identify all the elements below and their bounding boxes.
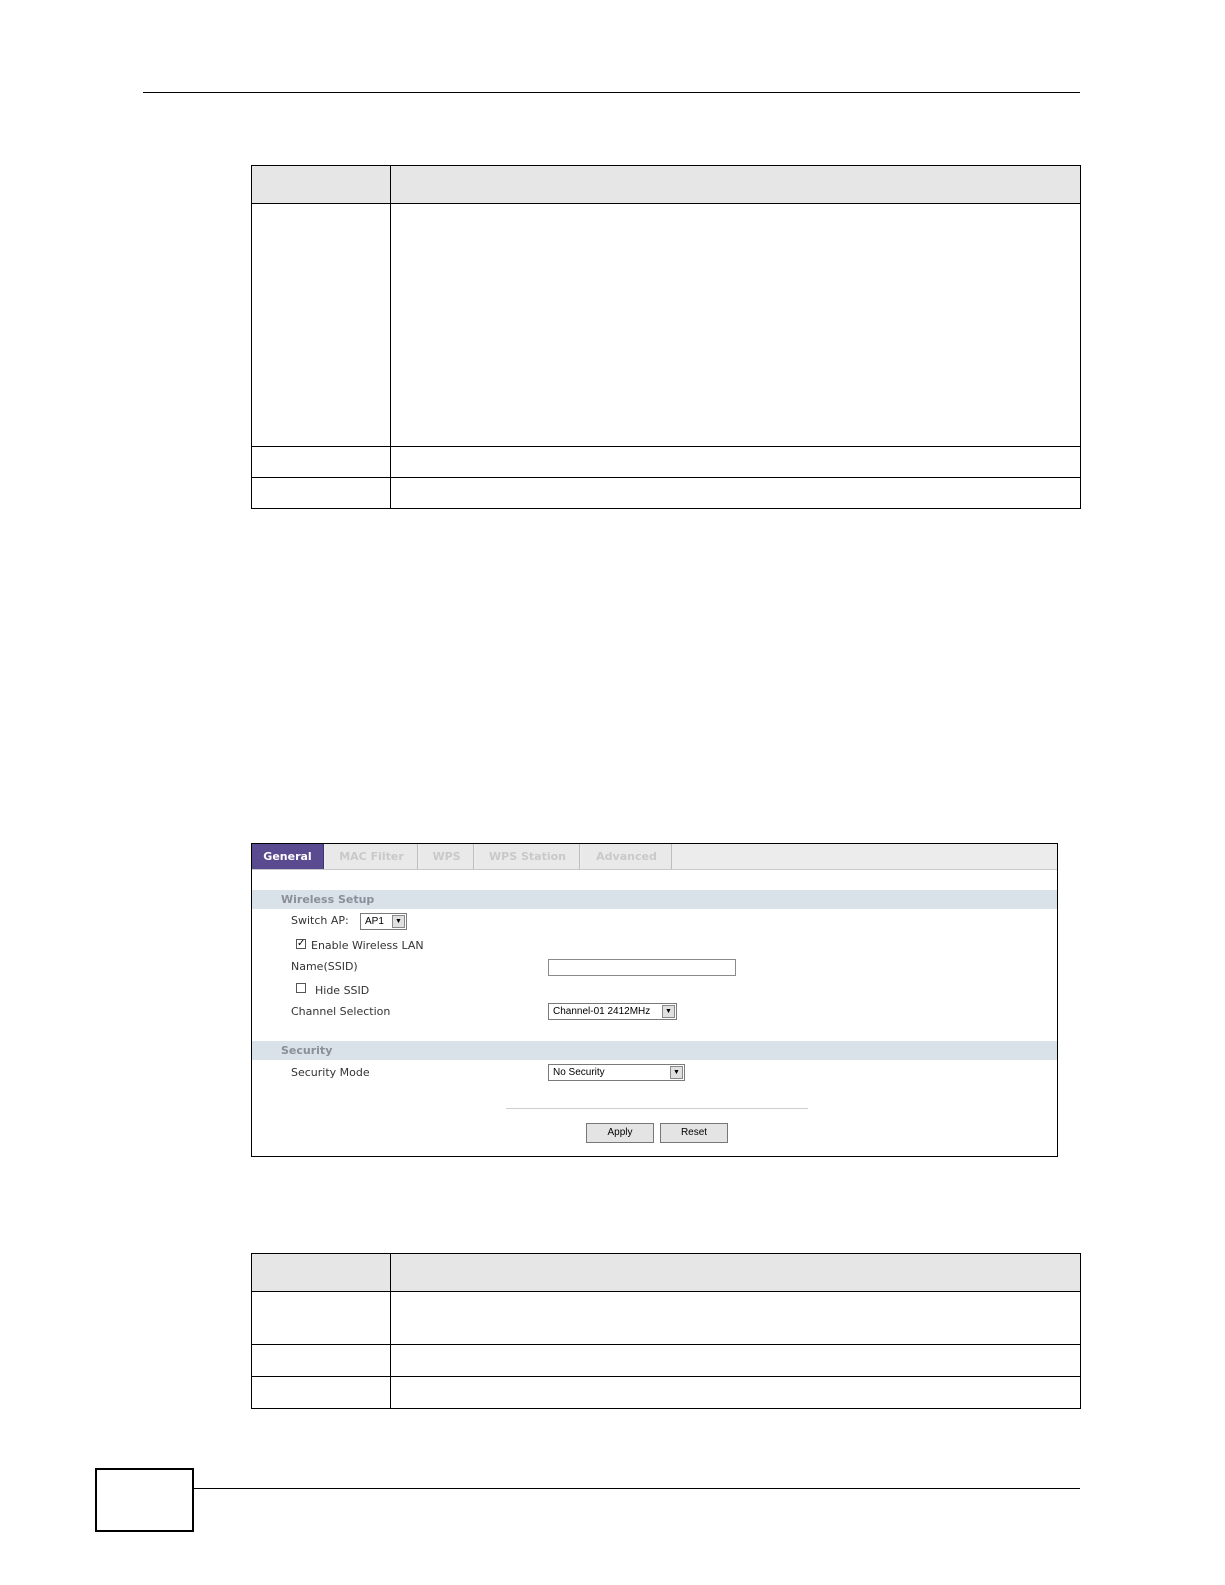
- channel-selection-value: Channel-01 2412MHz: [553, 1006, 651, 1017]
- wireless-setup-section-bar: [252, 890, 1057, 909]
- tab-bar: [252, 844, 1057, 870]
- page-number-box: [95, 1468, 194, 1532]
- footer-rule: [194, 1488, 1080, 1489]
- table-cell: [391, 1345, 1081, 1377]
- header-cell-description: [391, 166, 1081, 204]
- table-cell: [252, 1377, 391, 1409]
- channel-selection-select[interactable]: [548, 1003, 677, 1020]
- tab-general[interactable]: General: [252, 844, 324, 869]
- reset-button[interactable]: Reset: [660, 1123, 728, 1143]
- switch-ap-value: AP1: [365, 916, 384, 927]
- security-section-bar: [252, 1041, 1057, 1060]
- chevron-down-icon: ▼: [392, 915, 405, 928]
- tab-advanced[interactable]: Advanced: [582, 844, 672, 869]
- security-title: Security: [281, 1044, 333, 1057]
- header-cell-description: [391, 1254, 1081, 1292]
- table-row: [252, 447, 1081, 478]
- table-cell: [252, 478, 391, 509]
- enable-wireless-lan-checkbox[interactable]: ✓: [297, 938, 306, 949]
- table-cell: [252, 204, 391, 447]
- tab-mac-filter[interactable]: MAC Filter: [326, 844, 418, 869]
- security-mode-value: No Security: [553, 1067, 605, 1078]
- table-row: [252, 1292, 1081, 1345]
- table-cell: [252, 1345, 391, 1377]
- security-mode-label: Security Mode: [291, 1066, 370, 1079]
- header-rule: [143, 92, 1080, 93]
- table-cell: [391, 478, 1081, 509]
- table-cell: [252, 447, 391, 478]
- lower-table: [251, 1253, 1081, 1409]
- ssid-label: Name(SSID): [291, 960, 358, 973]
- header-cell-label: [252, 166, 391, 204]
- table-row: [252, 478, 1081, 509]
- buttons-divider: [506, 1108, 808, 1109]
- table-header-row: [252, 1254, 1081, 1292]
- table-cell: [391, 1292, 1081, 1345]
- wireless-general-screen: [251, 843, 1058, 1157]
- table-cell: [252, 1292, 391, 1345]
- wireless-setup-title: Wireless Setup: [281, 893, 375, 906]
- upper-table: [251, 165, 1081, 509]
- table-cell: [391, 447, 1081, 478]
- tab-wps-station[interactable]: WPS Station: [476, 844, 580, 869]
- table-cell: [391, 1377, 1081, 1409]
- chevron-down-icon: ▼: [662, 1005, 675, 1018]
- table-row: [252, 1377, 1081, 1409]
- header-cell-label: [252, 1254, 391, 1292]
- channel-selection-label: Channel Selection: [291, 1005, 391, 1018]
- chevron-down-icon: ▼: [670, 1066, 683, 1079]
- table-row: [252, 204, 1081, 447]
- hide-ssid-label: Hide SSID: [315, 984, 370, 997]
- hide-ssid-checkbox[interactable]: [296, 983, 306, 993]
- apply-button[interactable]: Apply: [586, 1123, 654, 1143]
- enable-wireless-lan-label: Enable Wireless LAN: [311, 939, 424, 952]
- table-header-row: [252, 166, 1081, 204]
- switch-ap-label: Switch AP:: [291, 914, 349, 927]
- security-mode-select[interactable]: [548, 1064, 685, 1081]
- table-cell: [391, 204, 1081, 447]
- switch-ap-select[interactable]: [360, 913, 407, 930]
- table-row: [252, 1345, 1081, 1377]
- ssid-input[interactable]: [548, 959, 736, 976]
- tab-wps[interactable]: WPS: [420, 844, 474, 869]
